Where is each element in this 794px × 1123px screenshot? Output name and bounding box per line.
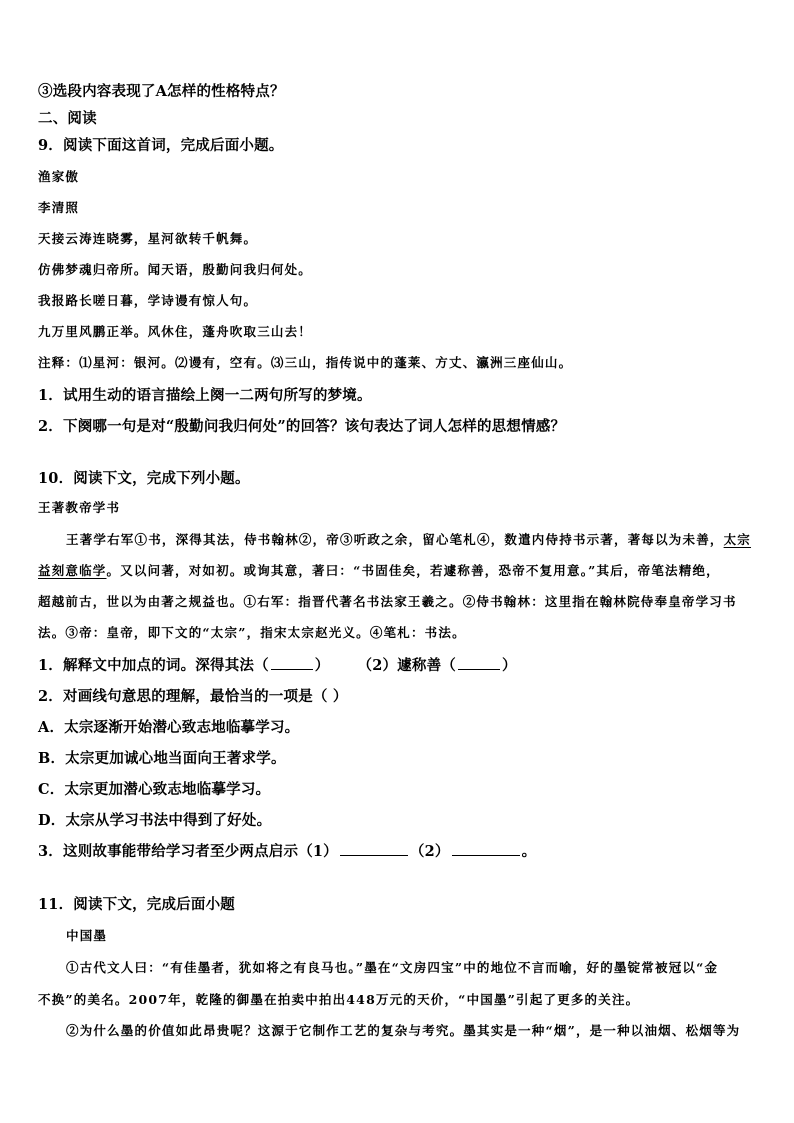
poem-line-3: 我报路长嗟日暮，学诗谩有惊人句。 (38, 293, 258, 308)
answer-blank-4[interactable] (452, 854, 520, 856)
question-10-3-part-b: （2） (409, 843, 450, 860)
question-9-prompt: 9．阅读下面这首词，完成后面小题。 (38, 137, 284, 154)
poem-author: 李清照 (38, 200, 80, 215)
question-10-2: 2．对画线句意思的理解，最恰当的一项是（ ） (38, 688, 348, 705)
passage-11-line-2: 不换”的美名。2007年，乾隆的御墨在拍卖中拍出448万元的天价，“中国墨”引起了更多的关注。 (38, 992, 640, 1007)
question-11-prompt: 11．阅读下文，完成后面小题 (38, 896, 235, 913)
question-10-prompt: 10．阅读下文，完成下列小题。 (38, 470, 250, 487)
passage-10-line-1 (66, 530, 751, 548)
question-8-3: ③选段内容表现了A怎样的性格特点？ (38, 83, 285, 100)
passage-10-title: 王著教帝学书 (38, 500, 121, 515)
option-c: C．太宗更加潜心致志地临摹学习。 (38, 781, 271, 798)
poem-line-1: 天接云涛连晓雾，星河欲转千帆舞。 (38, 231, 258, 246)
poem-line-2: 仿佛梦魂归帝所。闻天语，殷勤问我归何处。 (38, 262, 313, 277)
option-b: B．太宗更加诚心地当面向王著求学。 (38, 750, 286, 767)
poem-line-4: 九万里风鹏正举。风休住，蓬舟吹取三山去！ (38, 324, 313, 339)
passage-10-line-1-text: 王著学右军①书，深得其法，侍书翰林②，帝③听政之余，留心笔札④，数遣内侍持书示著，著每以为未善， (66, 532, 724, 547)
question-10-1-part-d: ） (502, 657, 517, 674)
passage-11-line-3: ②为什么墨的价值如此昂贵呢？这源于它制作工艺的复杂与考究。墨其实是一种“烟”，是一种以油烟、松烟等为 (66, 1023, 741, 1038)
option-a: A．太宗逐渐开始潜心致志地临摹学习。 (38, 719, 300, 736)
passage-10-line-2-text: 。又以问著，对如初。或询其意，著曰：“书固佳矣，若遽称善，恐帝不复用意。”其后，帝笔法精绝， (106, 563, 720, 578)
poem-title: 渔家傲 (38, 169, 80, 184)
passage-10-line-3: 超越前古，世以为由著之规益也。①右军：指晋代著名书法家王羲之。②侍书翰林：这里指在翰林院侍奉皇帝学习书 (38, 594, 737, 609)
passage-11-line-1: ①古代文人曰：“有佳墨者，犹如将之有良马也。”墨在“文房四宝”中的地位不言而喻，好的墨锭常被冠以“金 (66, 960, 719, 975)
underlined-sentence-part-2: 益刻意临学 (38, 563, 107, 578)
question-9-2: 2．下阕哪一句是对“殷勤问我归何处”的回答？该句表达了词人怎样的思想情感？ (38, 418, 566, 435)
passage-11-title: 中国墨 (66, 928, 108, 943)
question-10-3 (38, 840, 536, 861)
question-10-1-part-c: （2）遽称善（ (357, 657, 456, 674)
section-heading-reading: 二、阅读 (38, 110, 97, 127)
passage-10-line-4: 法。③帝：皇帝，即下文的“太宗”，指宋太宗赵光义。④笔札：书法。 (38, 625, 466, 640)
question-9-1: 1．试用生动的语言描绘上阕一二两句所写的梦境。 (38, 387, 372, 404)
question-10-1-part-b: ） (314, 657, 330, 674)
answer-blank-1[interactable] (271, 668, 313, 670)
question-10-3-part-c: 。 (521, 843, 537, 860)
poem-notes: 注释：⑴星河：银河。⑵谩有，空有。⑶三山，指传说中的蓬莱、方丈、瀛洲三座仙山。 (38, 355, 573, 370)
answer-blank-3[interactable] (340, 854, 408, 856)
answer-blank-2[interactable] (458, 668, 500, 670)
question-10-1-part-a: 1．解释文中加点的词。深得其法（ (38, 657, 269, 674)
question-10-3-part-a: 3．这则故事能带给学习者至少两点启示（1） (38, 843, 338, 860)
underlined-sentence-part-1: 太宗 (723, 532, 752, 547)
question-10-1 (38, 654, 517, 675)
passage-10-line-2 (38, 561, 720, 579)
option-d: D．太宗从学习书法中得到了好处。 (38, 812, 272, 829)
